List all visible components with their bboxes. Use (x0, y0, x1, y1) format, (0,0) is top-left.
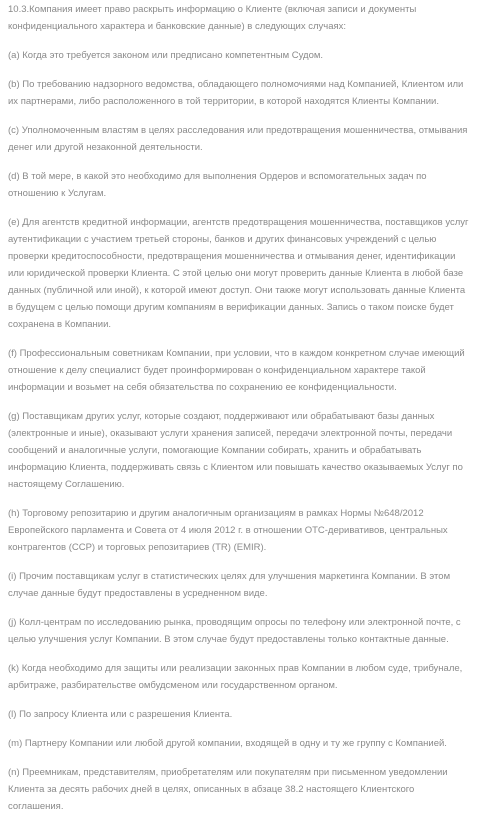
paragraph-i: (i) Прочим поставщикам услуг в статистических целях для улучшения маркетинга Компании. В этом случае данные будут предоставлены в усредненном виде. (8, 571, 451, 599)
paragraph-e: (e) Для агентств кредитной информации, агентств предотвращения мошенничества, поставщиков услуг аутентификации с участием третьей стороны, банков и других финансовых учреждений с целью проверки кредитоспособности, предотвращения мошенничества и отмывания денег, идентификации или юридической проверки Клиента. С этой целью они могут проверить данные Клиента в любой базе данных (публичной или иной), к которой имеют доступ. Они также могут использовать данные Клиента в будущем с целью помощи другим компаниям в верификации данных. Запись о таком поиске будет сохранена в Компании. (8, 217, 469, 330)
paragraph-c: (c) Уполномоченным властям в целях расследования или предотвращения мошенничества, отмывания денег или другой незаконной деятельности. (8, 125, 468, 153)
paragraph-h: (h) Торговому репозитарию и другим аналогичным организациям в рамках Нормы №648/2012 Европейского парламента и Совета от 4 июля 2012 г. в отношении OTC-деривативов, центральных контрагентов (CCP) и торговых репозитариев (TR) (EMIR). (8, 508, 448, 553)
paragraph-n: (n) Преемникам, представителям, приобретателям или покупателям при письменном уведомлении Клиента за десять рабочих дней в целях, описанных в абзаце 38.2 настоящего Клиентского соглашения. (8, 767, 448, 812)
paragraph-k: (k) Когда необходимо для защиты или реализации законных прав Компании в любом суде, трибунале, арбитраже, разбирательстве омбудсменом или государственном органом. (8, 663, 463, 691)
paragraph-l: (l) По запросу Клиента или с разрешения Клиента. (8, 709, 233, 720)
paragraph-a: (a) Когда это требуется законом или предписано компетентным Судом. (8, 50, 324, 61)
paragraph-f: (f) Профессиональным советникам Компании, при условии, что в каждом конкретном случае имеющий отношение к делу специалист будет проинформирован о конфиденциальном характере такой информации и возьмет на себя обязательства по сохранению ее конфиденциальности. (8, 348, 465, 393)
paragraph-intro: 10.3.Компания имеет право раскрыть информацию о Клиенте (включая записи и документы конфиденциального характера и банковские данные) в следующих случаях: (8, 4, 417, 32)
paragraph-m: (m) Партнеру Компании или любой другой компании, входящей в одну и ту же группу с Компанией. (8, 738, 447, 749)
paragraph-j: (j) Колл-центрам по исследованию рынка, проводящим опросы по телефону или электронной почте, с целью улучшения услуг Компании. В этом случае будут предоставлены только контактные данные. (8, 617, 461, 645)
paragraph-g: (g) Поставщикам других услуг, которые создают, поддерживают или обрабатывают базы данных (электронные и иные), оказывают услуги хранения записей, передачи электронной почты, передачи сообщений и аналогичные услуги, помогающие Компании собирать, хранить и обрабатывать информацию Клиента, поддерживать связь с Клиентом или повышать качество оказываемых Услуг по настоящему Соглашению. (8, 411, 463, 490)
paragraph-b: (b) По требованию надзорного ведомства, обладающего полномочиями над Компанией, Клиентом или их партнерами, либо расположенного в той территории, в которой находятся Клиенты Компании. (8, 79, 464, 107)
paragraph-d: (d) В той мере, в какой это необходимо для выполнения Ордеров и вспомогательных задач по отношению к Услугам. (8, 171, 427, 199)
